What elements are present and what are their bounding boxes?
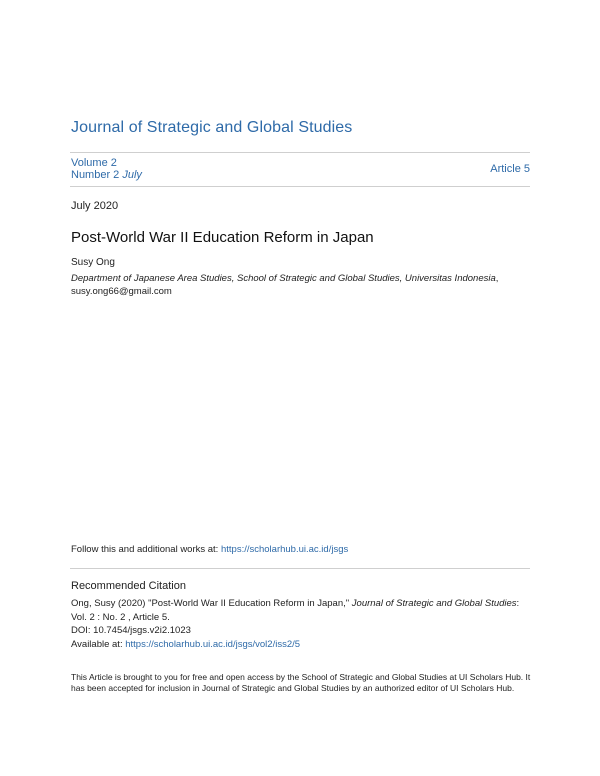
affiliation-text: Department of Japanese Area Studies, School of Strategic and Global Studies, Universitas Indonesia	[71, 273, 496, 284]
journal-title-link[interactable]: Journal of Strategic and Global Studies	[71, 119, 353, 136]
citation-volume: Vol. 2 : No. 2 , Article 5.	[71, 611, 170, 623]
top-divider	[70, 152, 530, 153]
citation-line	[71, 597, 536, 611]
article-title: Post-World War II Education Reform in Japan	[71, 229, 374, 246]
citation-available	[71, 638, 536, 652]
article-number-link[interactable]: Article 5	[490, 163, 530, 175]
citation-journal: Journal of Strategic and Global Studies	[351, 598, 517, 609]
issue-link[interactable]	[71, 169, 142, 181]
issue-month: July	[122, 169, 142, 181]
follow-text: Follow this and additional works at:	[71, 544, 221, 555]
author-name: Susy Ong	[71, 257, 115, 268]
bottom-divider	[70, 186, 530, 187]
publication-date: July 2020	[71, 200, 119, 212]
volume-link[interactable]: Volume 2	[71, 157, 117, 169]
recommended-citation-heading: Recommended Citation	[71, 580, 186, 592]
access-statement: This Article is brought to you for free and open access by the School of Strategic and Global Studies at UI Scholars Hub. It has been accepted for inclusion in Journal of Strategic and Global Studies by an authorized editor of UI Scholars Hub.	[71, 672, 531, 693]
affiliation-separator: ,	[495, 273, 499, 284]
citation-block	[71, 597, 536, 651]
follow-link[interactable]: https://scholarhub.ui.ac.id/jsgs	[220, 544, 349, 555]
available-link[interactable]: https://scholarhub.ui.ac.id/jsgs/vol2/iss2/5	[125, 638, 301, 650]
author-email: susy.ong66@gmail.com	[71, 286, 172, 297]
issue-number: Number 2	[71, 169, 120, 181]
follow-works	[71, 544, 348, 555]
available-label: Available at:	[71, 638, 126, 650]
citation-prefix: Ong, Susy (2020) "Post-World War II Education Reform in Japan,"	[71, 598, 352, 609]
citation-divider	[70, 568, 530, 569]
author-affiliation	[71, 272, 531, 298]
citation-suffix: :	[516, 598, 520, 609]
citation-doi: DOI: 10.7454/jsgs.v2i2.1023	[71, 625, 191, 636]
volume-info	[71, 157, 142, 181]
